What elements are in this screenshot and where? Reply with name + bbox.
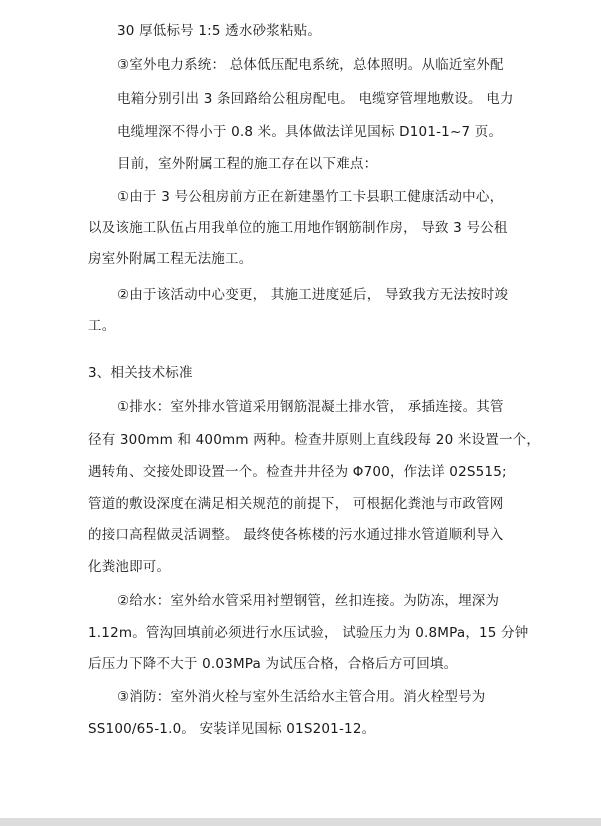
- paragraph-line: ③消防：室外消火栓与室外生活给水主管合用。消火栓型号为: [117, 689, 486, 705]
- paragraph-line: 遇转角、交接处即设置一个。检查井井径为 Φ700，作法详 02S515;: [88, 464, 507, 480]
- paragraph-line: 30 厚低标号 1:5 透水砂浆粘贴。: [117, 23, 322, 39]
- paragraph-line: 管道的敷设深度在满足相关规范的前提下， 可根据化粪池与市政管网: [88, 496, 504, 512]
- paragraph-line: 电缆埋深不得小于 0.8 米。具体做法详见国标 D101-1~7 页。: [117, 124, 503, 140]
- paragraph-line: ①由于 3 号公租房前方正在新建墨竹工卡县职工健康活动中心，: [117, 189, 504, 205]
- paragraph-line: ①排水：室外排水管道采用钢筋混凝土排水管， 承插连接。其管: [117, 399, 504, 415]
- section-heading: 3、相关技术标准: [88, 365, 193, 381]
- paragraph-line: 房室外附属工程无法施工。: [88, 251, 253, 267]
- paragraph-line: 化粪池即可。: [88, 559, 171, 575]
- paragraph-line: 1.12m。管沟回填前必须进行水压试验， 试验压力为 0.8MPa，15 分钟: [88, 625, 529, 641]
- paragraph-line: 目前，室外附属工程的施工存在以下难点：: [117, 156, 378, 172]
- paragraph-line: 的接口高程做灵活调整。 最终使各栋楼的污水通过排水管道顺利导入: [88, 527, 504, 543]
- paragraph-line: ②给水：室外给水管采用衬塑钢管，丝扣连接。为防冻，埋深为: [117, 593, 500, 609]
- paragraph-line: 后压力下降不大于 0.03MPa 为试压合格，合格后方可回填。: [88, 656, 458, 672]
- paragraph-line: SS100/65-1.0。 安装详见国标 01S201-12。: [88, 721, 376, 737]
- paragraph-line: 工。: [88, 318, 116, 334]
- paragraph-line: 以及该施工队伍占用我单位的施工用地作钢筋制作房， 导致 3 号公租: [88, 220, 508, 236]
- page-bottom-divider: [0, 818, 601, 826]
- paragraph-line: ③室外电力系统： 总体低压配电系统，总体照明。从临近室外配: [117, 57, 504, 73]
- paragraph-line: 电箱分别引出 3 条回路给公租房配电。 电缆穿管埋地敷设。 电力: [117, 91, 514, 107]
- paragraph-line: ②由于该活动中心变更， 其施工进度延后， 导致我方无法按时竣: [117, 287, 509, 303]
- paragraph-line: 径有 300mm 和 400mm 两种。检查井原则上直线段每 20 米设置一个，: [88, 432, 541, 448]
